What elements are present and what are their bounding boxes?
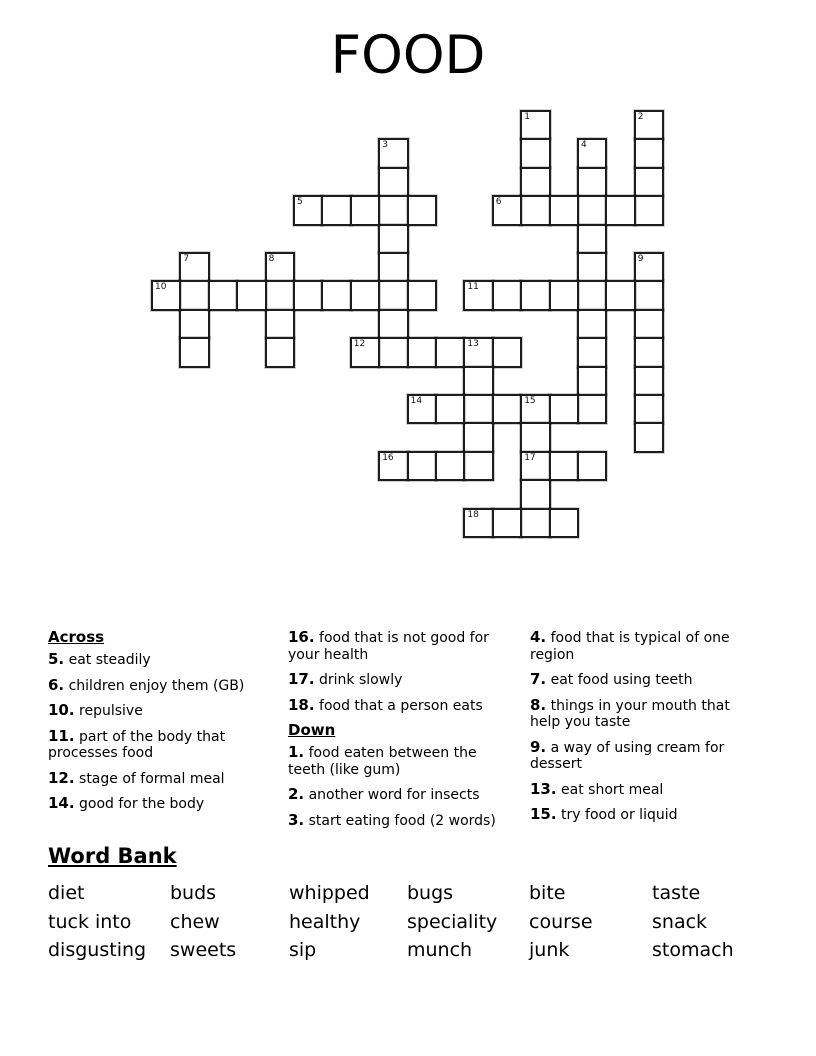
grid-cell[interactable] [492, 394, 522, 424]
cell-number: 15 [524, 396, 536, 406]
grid-cell[interactable] [634, 337, 664, 367]
grid-cell[interactable] [605, 195, 635, 225]
cell-number: 4 [581, 140, 587, 151]
grid-cell[interactable] [492, 508, 522, 538]
grid-cell[interactable] [463, 366, 493, 396]
clue-text: food eaten between the teeth (like gum) [288, 745, 477, 778]
grid-cell[interactable] [549, 195, 579, 225]
grid-cell[interactable] [378, 451, 408, 481]
grid-cell[interactable] [520, 110, 550, 140]
grid-cell[interactable] [378, 167, 408, 197]
clue-number: 7. [530, 670, 547, 688]
clue-text: a way of using cream for dessert [530, 739, 725, 772]
grid-cell[interactable] [265, 252, 295, 282]
cell-number: 16 [382, 452, 394, 463]
grid-cell[interactable] [378, 337, 408, 367]
clue-item [48, 795, 269, 813]
word-bank-word: disgusting [48, 939, 147, 961]
grid-cell[interactable] [549, 394, 579, 424]
clue-text: food that is typical of one region [530, 630, 730, 663]
word-bank-word: diet [48, 882, 85, 904]
word-bank-section [48, 843, 788, 965]
word-bank-word: stomach [652, 939, 734, 961]
word-bank-word: speciality [407, 910, 498, 933]
grid-cell[interactable] [634, 366, 664, 396]
clue-text: eat food using teeth [546, 672, 693, 688]
grid-cell[interactable] [577, 167, 607, 197]
grid-cell[interactable] [179, 252, 209, 282]
grid-cell[interactable] [179, 309, 209, 339]
grid-cell[interactable] [463, 422, 493, 452]
grid-cell[interactable] [407, 337, 437, 367]
cell-number: 3 [382, 140, 388, 151]
word-bank-word: tuck into [48, 910, 132, 933]
grid-cell[interactable] [577, 366, 607, 396]
cell-number: 1 [524, 112, 530, 122]
grid-cell[interactable] [634, 195, 664, 225]
cell-number: 17 [524, 452, 536, 463]
grid-cell[interactable] [634, 394, 664, 424]
word-bank-word: snack [652, 910, 708, 933]
grid-cell[interactable] [350, 195, 380, 225]
clue-number: 6. [48, 675, 65, 694]
clue-number: 9. [530, 737, 547, 756]
grid-cell[interactable] [520, 394, 550, 424]
across-header: Across [48, 628, 105, 646]
grid-cell[interactable] [577, 252, 607, 282]
cell-number: 8 [268, 254, 275, 264]
grid-cell[interactable] [236, 280, 266, 310]
grid-cell[interactable] [321, 280, 351, 310]
word-bank-word: buds [170, 882, 217, 904]
grid-cell[interactable] [605, 280, 635, 310]
grid-cell[interactable] [265, 280, 295, 310]
cell-number: 10 [155, 282, 167, 293]
clue-item [530, 671, 751, 689]
clue-number: 12. [48, 768, 75, 787]
grid-cell[interactable] [520, 422, 550, 452]
grid-cell[interactable] [577, 451, 607, 481]
grid-cell[interactable] [463, 280, 493, 310]
word-bank-word: course [529, 910, 593, 933]
clue-text: start eating food (2 words) [304, 812, 496, 829]
clue-item [48, 770, 269, 788]
clue-text: stage of formal meal [74, 770, 225, 787]
clue-number: 14. [48, 794, 75, 812]
cell-number: 6 [495, 197, 502, 208]
grid-cell[interactable] [577, 195, 607, 225]
clue-number: 11. [48, 726, 75, 745]
grid-cell[interactable] [634, 252, 664, 282]
grid-cell[interactable] [265, 337, 295, 367]
clue-text: eat steadily [64, 652, 151, 668]
grid-cell[interactable] [634, 309, 664, 339]
grid-cell[interactable] [577, 138, 607, 168]
grid-cell[interactable] [577, 337, 607, 367]
clue-item [288, 786, 509, 804]
clue-item [288, 697, 509, 715]
clue-text: food that is not good for your health [288, 630, 489, 663]
clue-text: try food or liquid [556, 807, 678, 823]
cell-number: 9 [637, 254, 644, 264]
grid-cell[interactable] [577, 394, 607, 424]
clue-item [288, 744, 509, 778]
grid-cell[interactable] [350, 280, 380, 310]
grid-cell[interactable] [378, 138, 408, 168]
clue-number: 5. [48, 650, 65, 668]
cell-number: 18 [467, 509, 479, 520]
clue-number: 4. [530, 628, 547, 646]
cell-number: 2 [637, 112, 644, 122]
grid-cell[interactable] [378, 309, 408, 339]
grid-cell[interactable] [435, 394, 465, 424]
grid-cell[interactable] [435, 337, 465, 367]
grid-cell[interactable] [463, 337, 493, 367]
page-title: FOOD [330, 25, 486, 86]
grid-cell[interactable] [293, 280, 323, 310]
clue-item [48, 728, 269, 762]
clue-text: part of the body that processes food [48, 728, 226, 761]
cell-number: 12 [353, 339, 366, 350]
clue-number: 17. [288, 670, 315, 688]
clue-text: drink slowly [314, 672, 403, 688]
grid-cell[interactable] [634, 167, 664, 197]
grid-cell[interactable] [492, 195, 522, 225]
clue-text: another word for insects [304, 787, 480, 803]
grid-cell[interactable] [378, 195, 408, 225]
clue-number: 8. [530, 695, 547, 714]
clue-text: food that a person eats [314, 697, 483, 714]
grid-cell[interactable] [407, 451, 437, 481]
clue-item [48, 702, 269, 720]
grid-cell[interactable] [407, 280, 437, 310]
clue-item [530, 629, 751, 663]
clue-text: repulsive [74, 703, 143, 719]
clue-item [288, 812, 509, 830]
cell-number: 5 [297, 197, 303, 208]
word-bank-word: bugs [407, 882, 454, 904]
grid-cell[interactable] [179, 280, 209, 310]
grid-cell[interactable] [463, 394, 493, 424]
clue-item [530, 697, 751, 731]
word-bank-word: sweets [170, 939, 237, 961]
clue-column-2 [288, 629, 509, 837]
clue-item [530, 781, 751, 799]
grid-cell[interactable] [634, 280, 664, 310]
clue-number: 18. [288, 695, 315, 714]
word-bank-word: munch [407, 939, 473, 961]
grid-cell[interactable] [321, 195, 351, 225]
grid-cell[interactable] [577, 309, 607, 339]
cell-number: 7 [183, 254, 190, 264]
grid-cell[interactable] [407, 394, 437, 424]
grid-cell[interactable] [634, 138, 664, 168]
word-bank-word: chew [170, 910, 220, 933]
grid-cell[interactable] [577, 280, 607, 310]
grid-cell[interactable] [520, 280, 550, 310]
word-bank-grid [48, 879, 788, 965]
clue-text: children enjoy them (GB) [64, 677, 245, 694]
grid-cell[interactable] [463, 451, 493, 481]
grid-cell[interactable] [492, 280, 522, 310]
grid-cell[interactable] [492, 337, 522, 367]
clue-number: 2. [288, 785, 305, 803]
grid-cell[interactable] [520, 167, 550, 197]
grid-cell[interactable] [520, 451, 550, 481]
clue-text: eat short meal [556, 781, 664, 798]
clue-item [48, 651, 269, 669]
grid-cell[interactable] [378, 280, 408, 310]
word-bank-word: healthy [289, 910, 361, 933]
grid-cell[interactable] [179, 337, 209, 367]
grid-cell[interactable] [520, 508, 550, 538]
grid-cell[interactable] [293, 195, 323, 225]
clue-number: 10. [48, 701, 75, 719]
cell-number: 14 [410, 396, 423, 406]
word-bank-title: Word Bank [48, 844, 177, 868]
word-bank-word: sip [289, 939, 317, 961]
cell-number: 13 [467, 339, 479, 350]
clue-item [288, 629, 509, 663]
clue-text: good for the body [74, 796, 205, 812]
grid-cell[interactable] [577, 224, 607, 254]
clue-text: things in your mouth that help you taste [530, 697, 730, 730]
grid-cell[interactable] [634, 422, 664, 452]
clue-item [530, 806, 751, 824]
word-bank-word: bite [529, 882, 566, 904]
grid-cell[interactable] [378, 252, 408, 282]
grid-cell[interactable] [549, 451, 579, 481]
grid-cell[interactable] [435, 451, 465, 481]
grid-cell[interactable] [407, 195, 437, 225]
grid-cell[interactable] [634, 110, 664, 140]
down-header: Down [288, 721, 336, 739]
grid-cell[interactable] [520, 479, 550, 509]
grid-cell[interactable] [463, 508, 493, 538]
grid-cell[interactable] [350, 337, 380, 367]
grid-cell[interactable] [378, 224, 408, 254]
grid-cell[interactable] [520, 138, 550, 168]
grid-cell[interactable] [549, 508, 579, 538]
clue-column-1 [48, 629, 269, 821]
clue-number: 3. [288, 810, 305, 829]
grid-cell[interactable] [151, 280, 181, 310]
clue-item [48, 677, 269, 695]
clue-number: 13. [530, 779, 557, 798]
clue-item [288, 671, 509, 689]
grid-cell[interactable] [520, 195, 550, 225]
grid-cell[interactable] [265, 309, 295, 339]
word-bank-word: junk [529, 939, 570, 961]
clue-item [530, 739, 751, 773]
word-bank-word: whipped [289, 882, 370, 904]
clue-number: 16. [288, 628, 315, 646]
cell-number: 11 [467, 282, 479, 293]
clue-column-3 [530, 629, 751, 832]
word-bank-word: taste [652, 882, 701, 904]
clue-number: 15. [530, 805, 557, 823]
grid-cell[interactable] [549, 280, 579, 310]
grid-cell[interactable] [208, 280, 238, 310]
clue-number: 1. [288, 743, 305, 761]
